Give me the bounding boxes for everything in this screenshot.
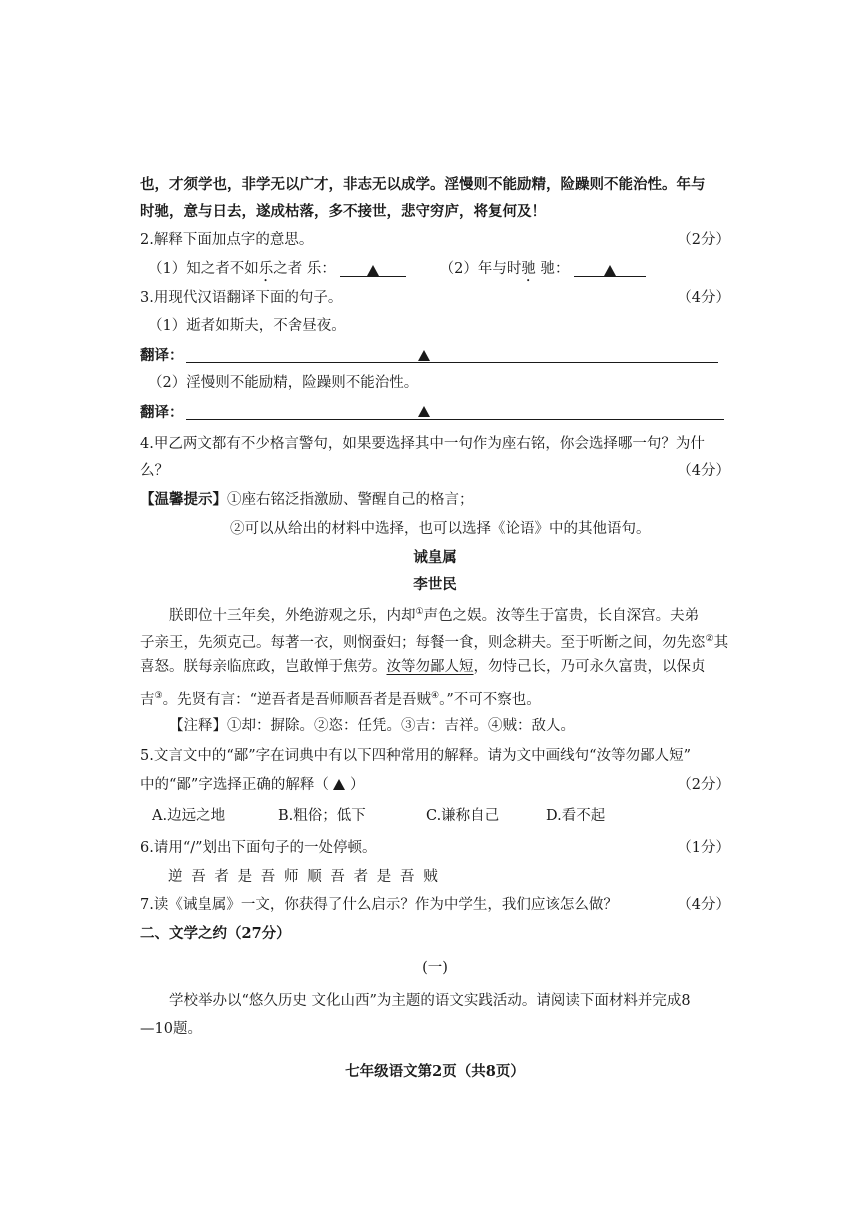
question-3-item-2: （2）淫慢则不能励精，险躁则不能治性。 (148, 375, 419, 391)
question-4-tip-1: 【温馨提示】①座右铭泛指激励、警醒自己的格言； (140, 491, 474, 508)
answer-blank-1[interactable] (340, 260, 406, 277)
passage-continued-line-2: 时驰，意与日去，遂成枯落，多不接世，悲守穷庐，将复何及！ (140, 203, 546, 220)
question-2-stem: 2.解释下面加点字的意思。 （2分） (140, 232, 730, 248)
triangle-marker-icon (418, 350, 430, 361)
translate-answer-line-1[interactable] (186, 362, 718, 363)
triangle-marker-icon (367, 265, 379, 276)
passage-continued-line-1: 也，才须学也，非学无以广才，非志无以成学。淫慢则不能励精，险躁则不能治性。年与 (140, 176, 706, 193)
passage-author: 李世民 (413, 576, 457, 593)
question-2-items: （1）知之者不如乐之者 乐： （2）年与时驰 驰： (148, 258, 738, 285)
option-a[interactable]: A.边远之地 (152, 808, 226, 824)
question-6-sentence[interactable]: 逆吾者是吾师顺吾者是吾贼 (168, 869, 447, 885)
question-4-tip-2: ②可以从给出的材料中选择，也可以选择《论语》中的其他语句。 (230, 521, 651, 537)
translate-label-1: 翻译： (140, 347, 184, 364)
underlined-sentence: 汝等勿鄙人短 (386, 659, 474, 675)
page-footer: 七年级语文第2页（共8页） (345, 1063, 525, 1080)
section-2-intro-line-2: —10题。 (140, 1021, 202, 1037)
triangle-marker-icon (418, 406, 430, 417)
section-2-heading: 二、文学之约（27分） (140, 925, 291, 942)
passage-line-4: 吉③。先贤有言：“逆吾者是吾师顺吾者是吾贼④。”不可不察也。 (140, 691, 541, 708)
passage-notes: 【注释】①却：摒除。②恣：任凭。③吉：吉祥。④贼：敌人。 (169, 718, 575, 734)
question-3-stem: 3.用现代汉语翻译下面的句子。 （4分） (140, 290, 730, 306)
question-6-stem: 6.请用“/”划出下面句子的一处停顿。 （1分） (140, 840, 730, 856)
triangle-marker-icon (333, 779, 345, 790)
triangle-marker-icon (604, 265, 616, 276)
translate-answer-line-2[interactable] (186, 419, 724, 420)
option-b[interactable]: B.粗俗；低下 (278, 808, 366, 824)
question-5-stem-line-2: 中的“鄙”字选择正确的解释（ ） （2分） (140, 777, 730, 793)
question-4-stem-line-1: 4.甲乙两文都有不少格言警句，如果要选择其中一句作为座右铭，你会选择哪一句？为什 (140, 436, 705, 452)
option-d[interactable]: D.看不起 (546, 808, 606, 824)
passage-title: 诫皇属 (413, 549, 457, 566)
section-2-intro-line-1: 学校举办以“悠久历史 文化山西”为主题的语文实践活动。请阅读下面材料并完成8 (169, 993, 691, 1009)
translate-label-2: 翻译： (140, 404, 184, 421)
question-7-stem: 7.读《诫皇属》一文，你获得了什么启示？作为中学生，我们应该怎么做？ （4分） (140, 897, 730, 913)
question-4-stem-line-2: 么？ （4分） (140, 463, 730, 479)
question-3-item-1: （1）逝者如斯夫，不舍昼夜。 (148, 318, 346, 334)
passage-line-1: 朕即位十三年矣，外绝游观之乐，内却①声色之娱。汝等生于富贵，长自深宫。夫弟 (169, 607, 700, 624)
option-c[interactable]: C.谦称自己 (426, 808, 500, 824)
question-5-stem-line-1: 5.文言文中的“鄙”字在词典中有以下四种常用的解释。请为文中画线句“汝等勿鄙人短” (140, 748, 691, 764)
passage-line-2: 子亲王，先须克己。每著一衣，则悯蚕妇；每餐一食，则念耕夫。至于听断之间，勿先恣②其 (140, 634, 729, 651)
section-2-subheading: (一) (422, 960, 448, 976)
answer-blank-2[interactable] (574, 260, 646, 277)
passage-line-3: 喜怒。朕每亲临庶政，岂敢惮于焦劳。汝等勿鄙人短，勿恃己长，乃可永久富贵，以保贞 (140, 659, 706, 675)
question-5-options (152, 805, 742, 827)
